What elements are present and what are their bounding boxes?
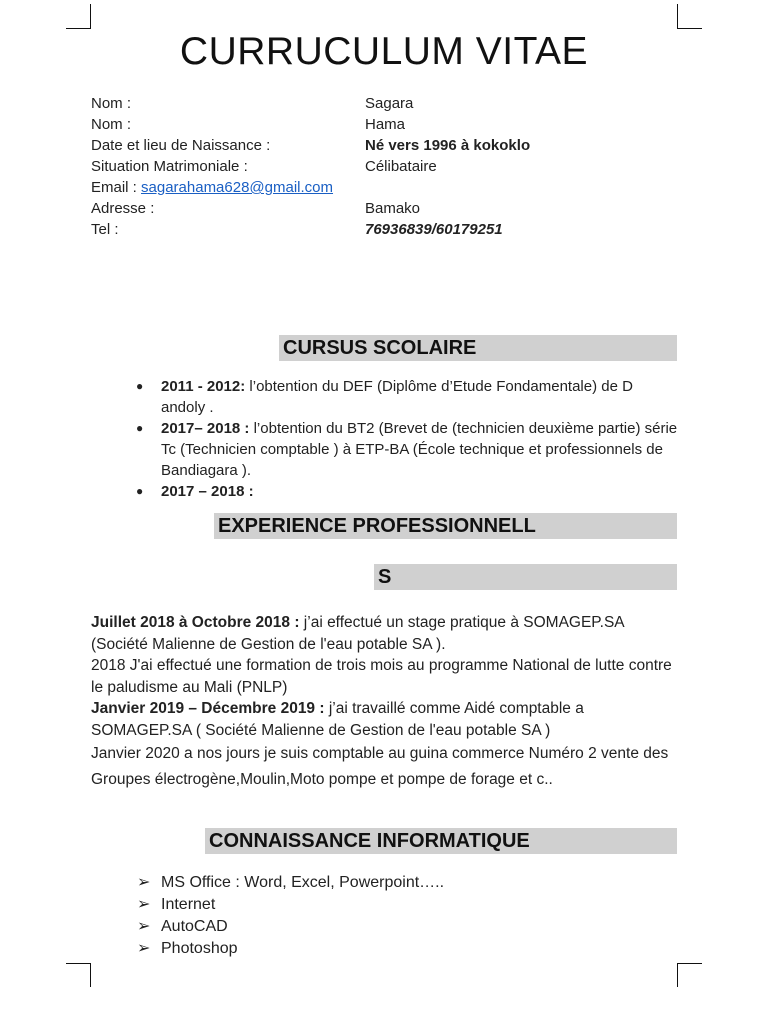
cursus-date: 2017 – 2018 : <box>161 483 254 500</box>
section-header-experience-cont <box>374 564 677 590</box>
skill-label: Photoshop <box>161 940 238 957</box>
experience-list <box>91 612 681 793</box>
cursus-list <box>136 376 681 502</box>
info-label: Tel : <box>91 221 119 238</box>
info-row-tel <box>91 219 691 240</box>
bullet-icon: ● <box>136 379 144 393</box>
info-label: Date et lieu de Naissance : <box>91 137 271 154</box>
section-header-experience <box>214 513 677 539</box>
experience-item <box>91 741 681 793</box>
arrow-bullet-icon: ➢ <box>137 940 151 957</box>
arrow-bullet-icon: ➢ <box>137 918 151 935</box>
section-title: EXPERIENCE PROFESSIONNELL <box>218 515 536 537</box>
skill-label: AutoCAD <box>161 918 228 935</box>
bullet-icon: ● <box>136 484 144 498</box>
section-title: S <box>378 566 392 588</box>
skill-label: Internet <box>161 896 216 913</box>
info-row-nom <box>91 93 691 114</box>
info-row-adresse <box>91 198 691 219</box>
info-row-prenom <box>91 114 691 135</box>
section-title: CURSUS SCOLAIRE <box>283 337 477 359</box>
info-value: Hama <box>365 116 406 133</box>
info-value: 76936839/60179251 <box>365 221 503 238</box>
page-title: CURRUCULUM VITAE <box>179 30 589 73</box>
experience-text: j’ai travaillé comme Aidé comptable a SOMAGEP.SA ( Société Malienne de Gestion de l'eau potable SA ) <box>91 700 584 739</box>
skill-item <box>137 894 444 916</box>
skill-item <box>137 938 444 960</box>
info-value: Célibataire <box>365 158 437 175</box>
info-row-situation <box>91 156 691 177</box>
cursus-date: 2011 - 2012: <box>161 378 246 395</box>
info-label: Nom : <box>91 95 132 112</box>
arrow-bullet-icon: ➢ <box>137 874 151 891</box>
experience-item <box>91 698 681 741</box>
skill-label: MS Office : Word, Excel, Powerpoint….. <box>161 874 445 891</box>
info-row-naissance <box>91 135 691 156</box>
experience-item <box>91 612 681 655</box>
experience-date: Juillet 2018 à Octobre 2018 : <box>91 614 300 631</box>
info-label: Nom : <box>91 116 132 133</box>
cursus-date: 2017– 2018 : <box>161 420 250 437</box>
cursus-text: l’obtention du BT2 (Brevet de (technicien deuxième partie) série Tc (Technicien comptable ) à ETP-BA (École technique et professionnels de Bandiagara ). <box>161 420 678 479</box>
experience-text: 2018 J'ai effectué une formation de trois mois au programme National de lutte contre le paludisme au Mali (PNLP) <box>91 657 672 696</box>
info-label: Adresse : <box>91 200 155 217</box>
cursus-text: l’obtention du DEF (Diplôme d’Etude Fondamentale) de D andoly . <box>161 378 633 416</box>
cursus-item <box>136 481 681 502</box>
experience-item <box>91 655 681 698</box>
info-value: Bamako <box>365 200 421 217</box>
cursus-item <box>136 418 681 481</box>
info-label <box>91 177 333 198</box>
bullet-icon: ● <box>136 421 144 435</box>
arrow-bullet-icon: ➢ <box>137 896 151 913</box>
cursus-item <box>136 376 681 418</box>
email-label: Email : <box>91 179 142 196</box>
info-value: Né vers 1996 à kokoklo <box>365 137 531 154</box>
info-label: Situation Matrimoniale : <box>91 158 248 175</box>
experience-text: Janvier 2020 a nos jours je suis comptable au guina commerce Numéro 2 vente des Groupes électrogène,Moulin,Moto pompe et pompe de forage et c.. <box>91 745 669 788</box>
skills-list <box>137 872 444 960</box>
section-title: CONNAISSANCE INFORMATIQUE <box>209 830 530 852</box>
section-header-informatique <box>205 828 677 854</box>
email-link[interactable]: sagarahama628@gmail.com <box>141 179 334 196</box>
section-header-cursus <box>279 335 677 361</box>
experience-date: Janvier 2019 – Décembre 2019 : <box>91 700 325 717</box>
skill-item <box>137 872 444 894</box>
experience-text: j’ai effectué un stage pratique à SOMAGEP.SA (Société Malienne de Gestion de l'eau potable SA ). <box>91 614 624 653</box>
info-value: Sagara <box>365 95 414 112</box>
info-row-email <box>91 177 691 198</box>
skill-item <box>137 916 444 938</box>
